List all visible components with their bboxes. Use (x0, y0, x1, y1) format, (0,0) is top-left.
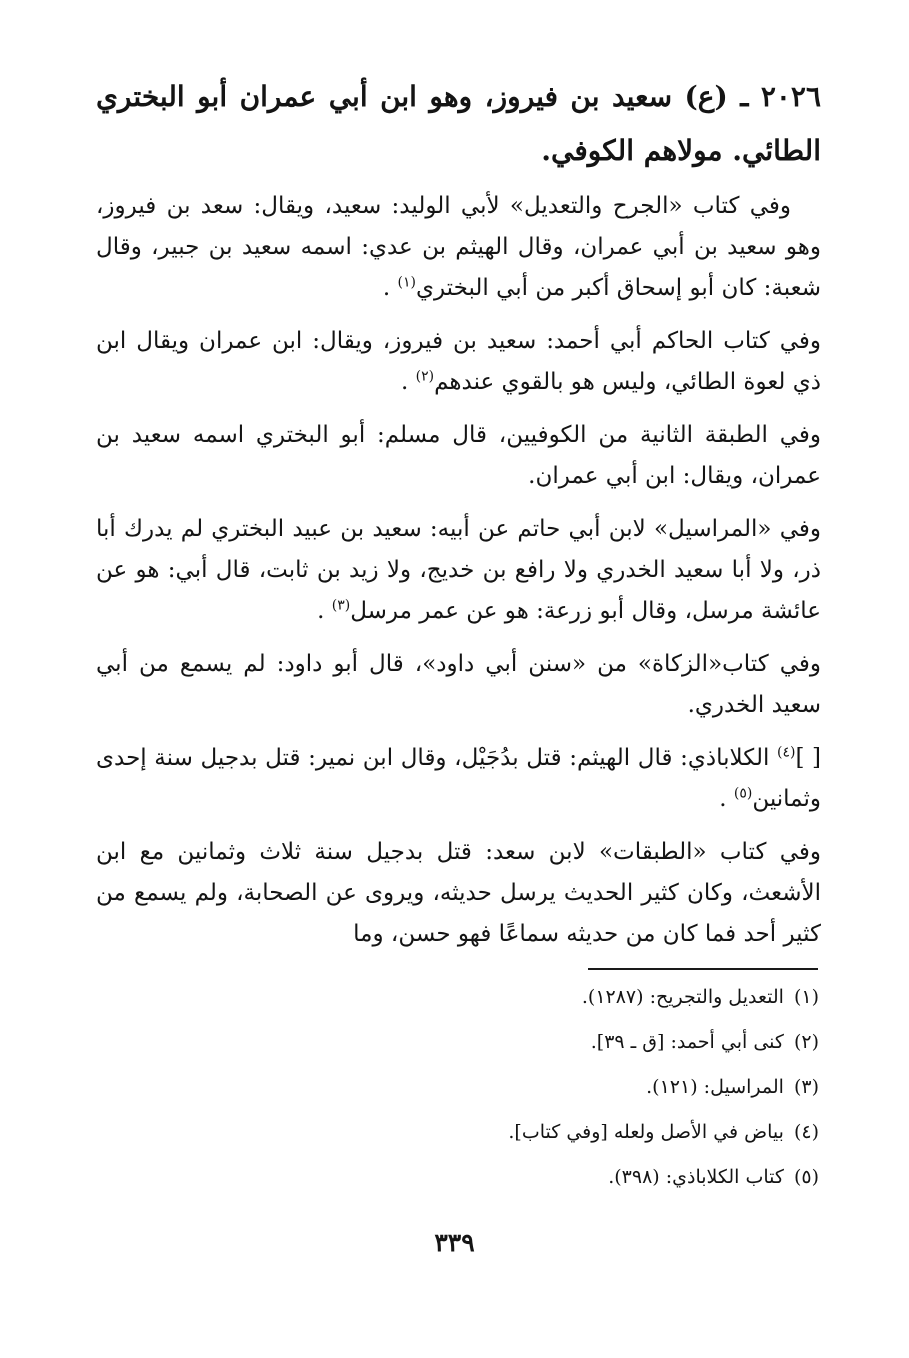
footnote-number: (٤) (793, 1121, 819, 1143)
footnote-number: (٣) (793, 1076, 819, 1098)
footnote-text: بياض في الأصل ولعله [وفي كتاب]. (508, 1121, 784, 1143)
blank-brackets: [ ] (795, 745, 822, 771)
footnote-item (200, 1025, 819, 1070)
paragraph-kalabadhi (96, 738, 821, 820)
entry-heading: ٢٠٢٦ ـ (ع) سعيد بن فيروز، وهو ابن أبي عمران أبو البختري الطائي. مولاهم الكوفي. (96, 80, 821, 167)
footnotes (200, 980, 819, 1205)
footnote-marker: (٤) (776, 744, 796, 761)
paragraph-tabaqat-ibn-saad (96, 832, 821, 955)
paragraph-text: وفي كتاب «الطبقات» لابن سعد: قتل بدجيل سنة ثلاث وثمانين مع ابن الأشعث، وكان كثير الحديث يرسل حديثه، ويروى عن الصحابة، ولم يسمع من كثير أحد فما كان من حديثه سماعًا فهو حسن، وما (96, 839, 821, 947)
paragraph-tail: . (317, 598, 332, 624)
footnote-text: المراسيل: (١٢١). (646, 1076, 784, 1098)
paragraph-zakat (96, 644, 821, 726)
footnote-item (200, 1070, 819, 1115)
footnote-marker: (٥) (733, 785, 753, 802)
paragraph-text: وفي «المراسيل» لابن أبي حاتم عن أبيه: سعيد بن عبيد البختري لم يدرك أبا ذر، ولا أبا سعيد الخدري ولا رافع بن خديج، ولا زيد بن ثابت، قال أبي: هو عن عائشة مرسل، وقال أبو زرعة: هو عن عمر مرسل (96, 516, 821, 624)
paragraph-tail: . (382, 275, 398, 301)
footnote-text: كتاب الكلاباذي: (٣٩٨). (608, 1166, 784, 1188)
footnote-item (200, 1115, 819, 1160)
page-number: ٣٣٩ (434, 1228, 475, 1257)
paragraph-text: وفي كتاب الحاكم أبي أحمد: سعيد بن فيروز، ويقال: ابن عمران ويقال ابن ذي لعوة الطائي، وليس هو بالقوي عندهم (96, 328, 821, 395)
footnote-text: كنى أبي أحمد: [ق ـ ٣٩]. (590, 1031, 784, 1053)
paragraph-hakim (96, 321, 821, 403)
paragraph-text: وفي كتاب«الزكاة» من «سنن أبي داود»، قال أبو داود: لم يسمع من أبي سعيد الخدري. (96, 651, 821, 718)
footnote-number: (٥) (793, 1166, 819, 1188)
paragraph-text: وفي كتاب «الجرح والتعديل» لأبي الوليد: سعيد، ويقال: سعد بن فيروز، وهو سعيد بن أبي عمران، وقال الهيثم بن عدي: اسمه سعيد بن جبير، وقال شعبة: كان أبو إسحاق أكبر من أبي البختري (96, 193, 821, 301)
footnote-item (200, 1160, 819, 1205)
paragraph-tail: . (719, 786, 734, 812)
main-text (96, 70, 821, 967)
paragraph-marasil (96, 509, 821, 632)
footnote-marker: (٢) (415, 368, 435, 385)
footnote-divider (588, 968, 818, 970)
paragraph-tabaqa (96, 415, 821, 497)
footnote-marker: (٣) (331, 597, 351, 614)
paragraph-text: وفي الطبقة الثانية من الكوفيين، قال مسلم: أبو البختري اسمه سعيد بن عمران، ويقال: ابن أبي عمران. (96, 422, 821, 489)
paragraph-text: الكلاباذي: قال الهيثم: قتل بدُجَيْل، وقال ابن نمير: قتل بدجيل سنة إحدى وثمانين (96, 745, 821, 812)
paragraph-tail: . (400, 369, 416, 395)
footnote-text: التعديل والتجريح: (١٢٨٧). (581, 986, 784, 1008)
footnote-item (200, 980, 819, 1025)
paragraph-jarh-tadil (96, 186, 821, 309)
footnote-marker: (١) (397, 274, 416, 291)
footnote-number: (٢) (793, 1031, 819, 1053)
footnote-number: (١) (793, 986, 819, 1008)
